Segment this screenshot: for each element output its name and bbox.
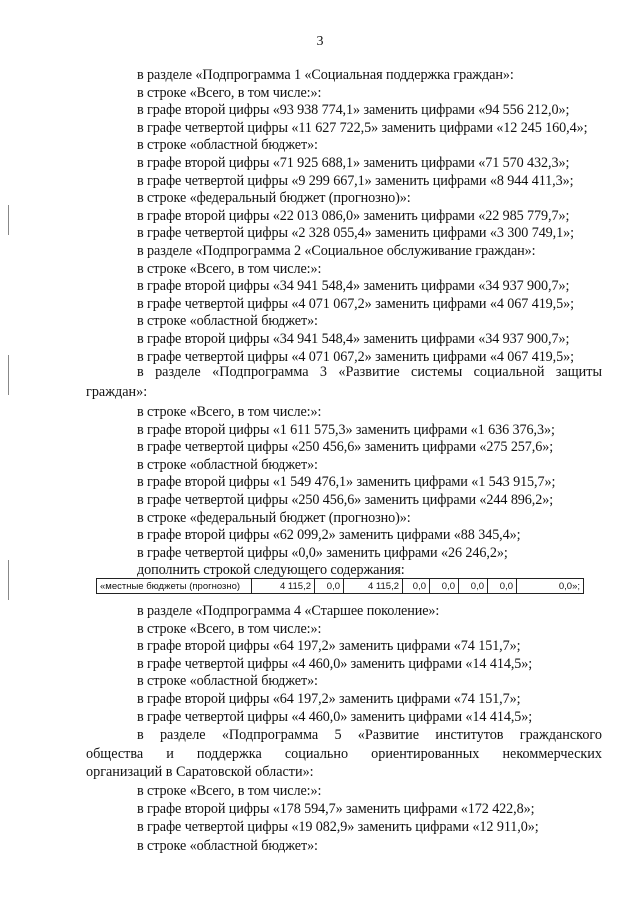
text-line: в строке «федеральный бюджет (прогнозно)»: xyxy=(137,190,411,207)
text-line: в графе четвертой цифры «250 456,6» заменить цифрами «244 896,2»; xyxy=(137,492,554,508)
margin-mark-top xyxy=(8,205,9,235)
text-line: в разделе «Подпрограмма 4 «Старшее поколение»: xyxy=(137,603,440,619)
text-line: в разделе «Подпрограмма 2 «Социальное обслуживание граждан»: xyxy=(137,243,536,259)
text-line: дополнить строкой следующего содержания: xyxy=(137,562,405,579)
text-line: в графе четвертой цифры «4 460,0» заменить цифрами «14 414,5»; xyxy=(137,708,533,725)
table-row xyxy=(97,579,584,594)
page-number: 3 xyxy=(316,34,324,49)
text-line: в графе четвертой цифры «4 071 067,2» заменить цифрами «4 067 419,5»; xyxy=(137,295,574,312)
text-line: в строке «Всего, в том числе:»: xyxy=(137,404,322,420)
text-line: в графе второй цифры «1 611 575,3» заменить цифрами «1 636 376,3»; xyxy=(137,421,555,438)
text-line: в графе второй цифры «34 941 548,4» заменить цифрами «34 937 900,7»; xyxy=(137,278,570,295)
table-cell: 4 115,2 xyxy=(344,579,403,594)
table-cell: 0,0 xyxy=(403,579,430,594)
text-line: в графе четвертой цифры «4 460,0» заменить цифрами «14 414,5»; xyxy=(137,655,533,672)
text-line: в графе четвертой цифры «9 299 667,1» заменить цифрами «8 944 411,3»; xyxy=(137,172,574,189)
text-line: в строке «областной бюджет»: xyxy=(137,313,318,330)
text-line: в графе второй цифры «93 938 774,1» заменить цифрами «94 556 212,0»; xyxy=(137,102,570,119)
text-line: в графе четвертой цифры «19 082,9» заменить цифрами «12 911,0»; xyxy=(137,819,539,836)
section-3-heading-wrap: граждан»: xyxy=(86,384,148,400)
insert-row-table xyxy=(96,578,584,594)
section-5-heading-wrap-2: организаций в Саратовской области»: xyxy=(86,764,314,780)
text-line: в строке «областной бюджет»: xyxy=(137,837,318,854)
table-cell: 0,0»; xyxy=(517,579,584,594)
text-line: в графе четвертой цифры «0,0» заменить цифрами «26 246,2»; xyxy=(137,544,508,561)
text-line: в строке «федеральный бюджет (прогнозно)»: xyxy=(137,509,411,526)
text-line: в графе второй цифры «71 925 688,1» заменить цифрами «71 570 432,3»; xyxy=(137,155,570,171)
text-line: в строке «Всего, в том числе:»: xyxy=(137,260,322,277)
section-5-heading-wrap-1: общества и поддержка социально ориентированных некоммерческих xyxy=(86,746,602,762)
section-3-heading: в разделе «Подпрограмма 3 «Развитие системы социальной защиты xyxy=(137,364,602,380)
margin-mark-bottom xyxy=(8,560,9,600)
text-line: в графе четвертой цифры «11 627 722,5» заменить цифрами «12 245 160,4»; xyxy=(137,119,588,136)
table-cell: 0,0 xyxy=(459,579,488,594)
table-cell: 0,0 xyxy=(430,579,459,594)
text-line: в графе второй цифры «64 197,2» заменить цифрами «74 151,7»; xyxy=(137,691,521,707)
text-line: в графе второй цифры «1 549 476,1» заменить цифрами «1 543 915,7»; xyxy=(137,474,556,491)
text-line: в графе четвертой цифры «2 328 055,4» заменить цифрами «3 300 749,1»; xyxy=(137,225,574,242)
text-line: в графе второй цифры «22 013 086,0» заменить цифрами «22 985 779,7»; xyxy=(137,207,570,224)
text-line: в строке «Всего, в том числе:»: xyxy=(137,84,322,101)
text-line: в разделе «Подпрограмма 1 «Социальная поддержка граждан»: xyxy=(137,67,514,83)
row-label: «местные бюджеты (прогнозно) xyxy=(97,579,252,594)
text-line: в графе второй цифры «62 099,2» заменить цифрами «88 345,4»; xyxy=(137,527,521,544)
table-cell: 0,0 xyxy=(315,579,344,594)
margin-mark-middle xyxy=(8,355,9,395)
text-line: в графе второй цифры «34 941 548,4» заменить цифрами «34 937 900,7»; xyxy=(137,331,570,347)
text-line: в строке «Всего, в том числе:»: xyxy=(137,783,322,799)
text-line: в строке «областной бюджет»: xyxy=(137,673,318,690)
text-line: в графе второй цифры «178 594,7» заменить цифрами «172 422,8»; xyxy=(137,801,535,818)
text-line: в графе четвертой цифры «4 071 067,2» заменить цифрами «4 067 419,5»; xyxy=(137,348,574,365)
section-5-heading: в разделе «Подпрограмма 5 «Развитие институтов гражданского xyxy=(137,727,602,743)
table-cell: 0,0 xyxy=(488,579,517,594)
table-cell: 4 115,2 xyxy=(252,579,315,594)
text-line: в строке «областной бюджет»: xyxy=(137,456,318,473)
text-line: в строке «областной бюджет»: xyxy=(137,137,318,154)
text-line: в графе четвертой цифры «250 456,6» заменить цифрами «275 257,6»; xyxy=(137,439,554,456)
text-line: в строке «Всего, в том числе:»: xyxy=(137,620,322,637)
text-line: в графе второй цифры «64 197,2» заменить цифрами «74 151,7»; xyxy=(137,638,521,655)
